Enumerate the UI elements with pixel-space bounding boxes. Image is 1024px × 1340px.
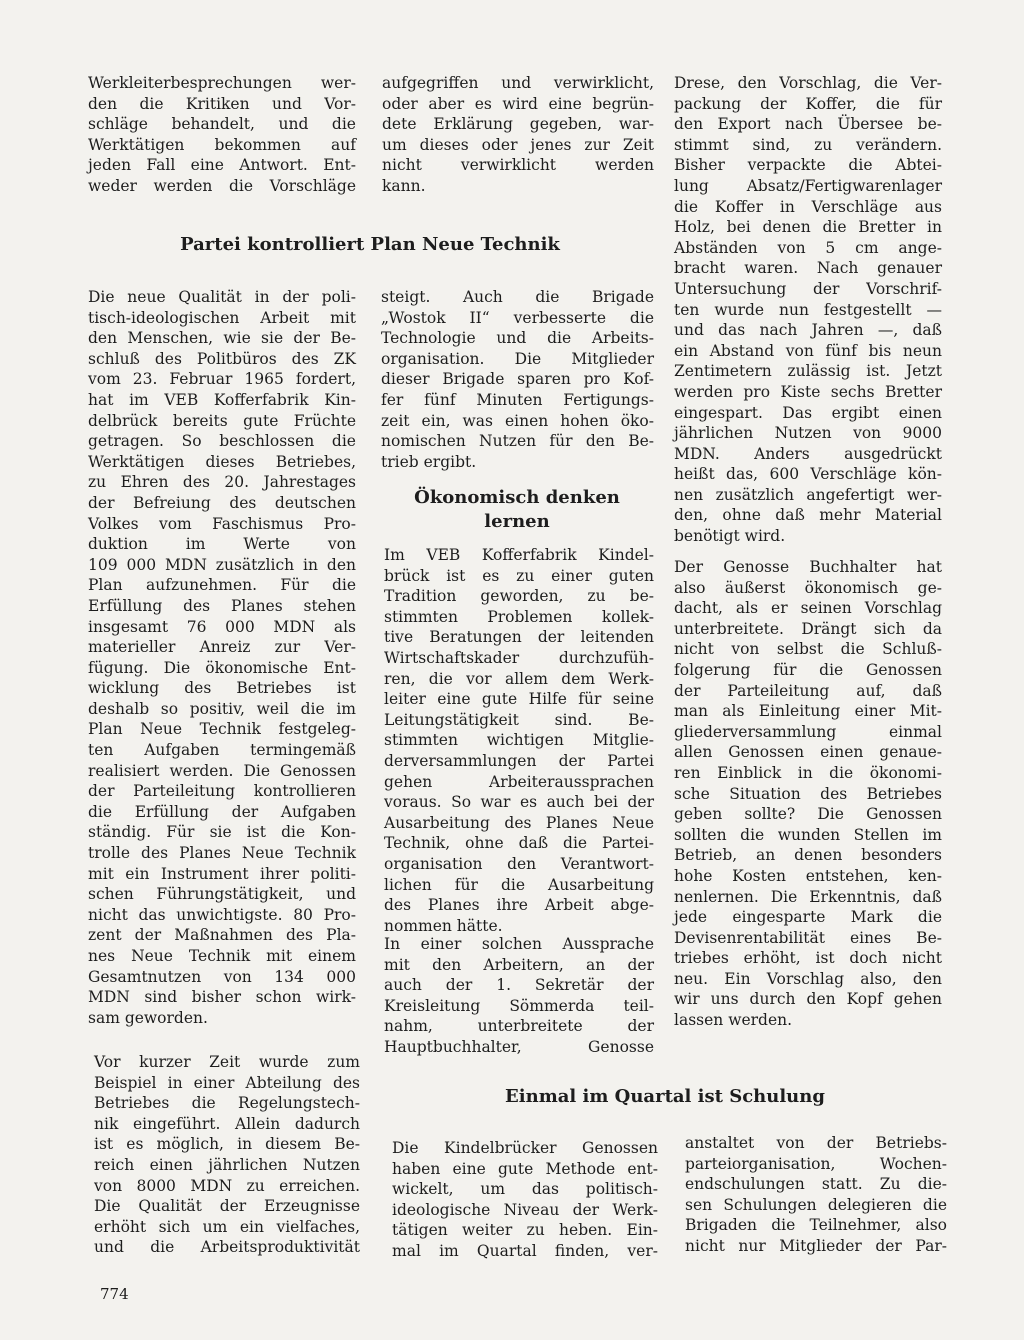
text-line: MDN sind bisher schon wirk- — [88, 988, 356, 1007]
text-line: auch der 1. Sekretär der — [384, 976, 654, 995]
text-line: nik eingeführt. Allein dadurch — [94, 1114, 360, 1133]
page-number: 774 — [100, 1285, 129, 1303]
text-line: sen Schulungen delegieren die — [685, 1195, 947, 1214]
text-line: Brigaden die Teilnehmer, also — [685, 1216, 947, 1235]
text-line: Leitungstätigkeit sind. Be- — [384, 710, 654, 729]
text-line: weder werden die Vorschläge — [88, 176, 356, 195]
text-line: Bisher verpackte die Abtei- — [674, 156, 942, 175]
text-line: Werkleiterbesprechungen wer- — [88, 74, 356, 92]
text-line: mit ein Instrument ihrer politi- — [88, 864, 356, 883]
text-line: unterbreitete. Drängt sich da — [674, 619, 942, 638]
text-line: lung Absatz/Fertigwarenlager — [674, 176, 942, 195]
text-line: Technologie und die Arbeits- — [381, 329, 654, 348]
text-line: jährlichen Nutzen von 9000 — [674, 424, 942, 443]
text-line: den, ohne daß mehr Material — [674, 506, 942, 525]
text-line: Vor kurzer Zeit wurde zum — [94, 1053, 360, 1071]
text-line: 109 000 MDN zusätzlich in den — [88, 555, 356, 574]
text-line: Abständen von 5 cm ange- — [674, 238, 942, 257]
text-line: ein Abstand von fünf bis neun — [674, 341, 942, 360]
text-line: allen Genossen einen genaue- — [674, 743, 942, 762]
text-line: Plan aufzunehmen. Für die — [88, 576, 356, 595]
text-line: organisation den Verantwort- — [384, 854, 654, 873]
text-line: derversammlungen der Partei — [384, 751, 654, 770]
text-line: hohe Kosten entstehen, ken- — [674, 866, 942, 885]
text-line: Erfüllung des Planes stehen — [88, 596, 356, 615]
text-line: den Export nach Übersee be- — [674, 115, 942, 134]
col2-bottom-text — [392, 1138, 658, 1262]
text-line: Die Qualität der Erzeugnisse — [94, 1197, 360, 1216]
text-line: trolle des Planes Neue Technik — [88, 844, 356, 863]
text-line: die Koffer in Verschläge aus — [674, 197, 942, 216]
text-line: eingespart. Das ergibt einen — [674, 403, 942, 422]
text-line: mit den Arbeitern, an der — [384, 955, 654, 974]
text-line: gehen Arbeiteraussprachen — [384, 772, 654, 791]
text-line: heißt das, 600 Verschläge kön- — [674, 465, 942, 484]
text-line: Beispiel in einer Abteilung des — [94, 1073, 360, 1092]
col3-paragraph-2 — [674, 557, 942, 1031]
text-line: tisch-ideologischen Arbeit mit — [88, 308, 356, 327]
text-line: lichen für die Ausarbeitung — [384, 875, 654, 894]
text-line: ideologische Niveau der Werk- — [392, 1200, 658, 1219]
text-line: nicht nur Mitglieder der Par- — [685, 1236, 947, 1255]
text-line: schen Führungstätigkeit, und — [88, 885, 356, 904]
text-line: man als Einleitung einer Mit- — [674, 702, 942, 721]
text-line: nen zusätzlich angefertigt wer- — [674, 485, 942, 504]
text-line: sollten die wunden Stellen im — [674, 825, 942, 844]
text-line: Holz, bei denen die Bretter in — [674, 218, 942, 237]
text-line: realisiert werden. Die Genossen — [88, 761, 356, 780]
text-line: Betriebes die Regelungstech- — [94, 1094, 360, 1113]
text-line: stimmt sind, zu verändern. — [674, 135, 942, 154]
col1-top-text — [88, 73, 356, 197]
text-line: Der Genosse Buchhalter hat — [674, 558, 942, 576]
text-line: nommen hätte. — [384, 916, 503, 935]
text-line: ren, die vor allem dem Werk- — [384, 669, 654, 688]
text-line: jeden Fall eine Antwort. Ent- — [88, 156, 356, 175]
text-line: und das nach Jahren —, daß — [674, 321, 942, 340]
text-line: die Erfüllung der Aufgaben — [88, 802, 356, 821]
text-line: nes Neue Technik mit einem — [88, 947, 356, 965]
text-line: Gesamtnutzen von 134 000 — [88, 967, 356, 986]
heading-partei-kontrolliert: Partei kontrolliert Plan Neue Technik — [180, 234, 560, 255]
text-line: Drese, den Vorschlag, die Ver- — [674, 74, 942, 92]
text-line: Devisenrentabilität eines Be- — [674, 928, 942, 947]
text-line: insgesamt 76 000 MDN als — [88, 617, 356, 636]
text-line: der Parteileitung kontrollieren — [88, 782, 356, 801]
text-line: ren Einblick in die ökonomi- — [674, 763, 942, 782]
text-line: Ausarbeitung des Planes Neue — [384, 813, 654, 832]
text-line: brück ist es zu einer guten — [384, 566, 654, 585]
text-line: parteiorganisation, Wochen- — [685, 1154, 947, 1173]
text-line: lassen werden. — [674, 1011, 793, 1030]
text-line: Tradition geworden, zu be- — [384, 587, 654, 606]
text-line: Kreisleitung Sömmerda teil- — [384, 996, 654, 1015]
text-line: ten wurde nun festgestellt — — [674, 300, 942, 319]
text-line: kann. — [382, 176, 426, 195]
text-line: Betrieb, an denen besonders — [674, 846, 942, 865]
text-line: ten Aufgaben termingemäß — [88, 741, 356, 760]
text-line: organisation. Die Mitglieder — [381, 349, 654, 368]
text-line: reich einen jährlichen Nutzen — [94, 1155, 360, 1174]
text-line: um dieses oder jenes zur Zeit — [382, 135, 654, 154]
text-line: In einer solchen Aussprache — [384, 935, 654, 953]
text-line: hat im VEB Kofferfabrik Kin- — [88, 390, 356, 409]
text-line: gliederversammlung einmal — [674, 722, 942, 741]
text-line: Im VEB Kofferfabrik Kindel- — [384, 546, 654, 564]
text-line: trieb ergibt. — [381, 452, 477, 471]
text-line: tive Beratungen der leitenden — [384, 628, 654, 647]
text-line: wicklung des Betriebes ist — [88, 679, 356, 698]
col1-paragraph-2 — [94, 1052, 360, 1258]
text-line: jede eingesparte Mark die — [674, 908, 942, 927]
col2-paragraph-brigade — [381, 287, 654, 472]
text-line: fer fünf Minuten Fertigungs- — [381, 390, 654, 409]
col3-bottom-text — [685, 1133, 947, 1257]
text-line: zu Ehren des 20. Jahrestages — [88, 473, 356, 492]
text-line: Werktätigen bekommen auf — [88, 135, 356, 154]
text-line: vom 23. Februar 1965 fordert, — [88, 370, 356, 389]
text-line: triebes erhöht, ist doch nicht — [674, 949, 942, 968]
text-line: getragen. So beschlossen die — [88, 432, 356, 451]
text-line: Zentimetern zulässig ist. Jetzt — [674, 362, 942, 381]
text-line: wir uns durch den Kopf gehen — [674, 990, 942, 1009]
text-line: Technik, ohne daß die Partei- — [384, 834, 654, 853]
text-line: erhöht sich um ein vielfaches, — [94, 1217, 360, 1236]
text-line: des Planes ihre Arbeit abge- — [384, 896, 654, 915]
heading-oekonomisch-1: Ökonomisch denken — [414, 487, 620, 508]
text-line: schläge behandelt, und die — [88, 115, 356, 134]
text-line: dieser Brigade sparen pro Kof- — [381, 370, 654, 389]
text-line: ist es möglich, in diesem Be- — [94, 1135, 360, 1154]
text-line: dacht, als er seinen Vorschlag — [674, 599, 942, 618]
text-line: sam geworden. — [88, 1008, 208, 1027]
text-line: den Menschen, wie sie der Be- — [88, 329, 356, 348]
col2-paragraph-tradition — [384, 545, 654, 936]
text-line: Die Kindelbrücker Genossen — [392, 1139, 658, 1157]
col2-paragraph-aussprache — [384, 934, 654, 1058]
text-line: und die Arbeitsproduktivität — [94, 1238, 360, 1257]
col3-paragraph-1 — [674, 73, 942, 547]
text-line: von 8000 MDN zu erreichen. — [94, 1176, 360, 1195]
text-line: MDN. Anders ausgedrückt — [674, 444, 942, 463]
text-line: deshalb so positiv, weil die im — [88, 699, 356, 718]
text-line: leiter eine gute Hilfe für seine — [384, 690, 654, 709]
text-line: tätigen weiter zu heben. Ein- — [392, 1221, 658, 1240]
text-line: Werktätigen dieses Betriebes, — [88, 452, 356, 471]
text-line: Volkes vom Faschismus Pro- — [88, 514, 356, 533]
text-line: ständig. Für sie ist die Kon- — [88, 823, 356, 842]
text-line: duktion im Werte von — [88, 535, 356, 554]
heading-oekonomisch-2: lernen — [484, 511, 550, 532]
text-line: nomischen Nutzen für den Be- — [381, 432, 654, 451]
text-line: steigt. Auch die Brigade — [381, 288, 654, 306]
text-line: der Parteileitung auf, daß — [674, 681, 942, 700]
text-line: der Befreiung des deutschen — [88, 493, 356, 512]
text-line: nahm, unterbreitete der — [384, 1017, 654, 1036]
text-line: nicht das unwichtigste. 80 Pro- — [88, 905, 356, 924]
text-line: anstaltet von der Betriebs- — [685, 1134, 947, 1152]
text-line: „Wostok II“ verbesserte die — [381, 308, 654, 327]
text-line: materieller Anreiz zur Ver- — [88, 638, 356, 657]
text-line: schluß des Politbüros des ZK — [88, 349, 356, 368]
text-line: mal im Quartal finden, ver- — [392, 1241, 658, 1260]
text-line: dete Erklärung gegeben, war- — [382, 115, 654, 134]
text-line: fügung. Die ökonomische Ent- — [88, 658, 356, 677]
text-line: werden pro Kiste sechs Bretter — [674, 382, 942, 401]
text-line: den die Kritiken und Vor- — [88, 94, 356, 113]
text-line: Die neue Qualität in der poli- — [88, 288, 356, 306]
col1-paragraph-1 — [88, 287, 356, 1028]
text-line: stimmten wichtigen Mitglie- — [384, 731, 654, 750]
text-line: wickelt, um das politisch- — [392, 1180, 658, 1199]
text-line: zeit ein, was einen hohen öko- — [381, 411, 654, 430]
text-line: endschulungen statt. Zu die- — [685, 1175, 947, 1194]
text-line: geben sollte? Die Genossen — [674, 805, 942, 824]
text-line: bracht waren. Nach genauer — [674, 259, 942, 278]
text-line: nicht verwirklicht werden — [382, 156, 654, 175]
text-line: haben eine gute Methode ent- — [392, 1159, 658, 1178]
text-line: neu. Ein Vorschlag also, den — [674, 969, 942, 988]
text-line: stimmten Problemen kollek- — [384, 607, 654, 626]
text-line: Hauptbuchhalter, Genosse — [384, 1037, 654, 1056]
text-line: oder aber es wird eine begrün- — [382, 94, 654, 113]
text-line: sche Situation des Betriebes — [674, 784, 942, 803]
text-line: benötigt wird. — [674, 527, 786, 546]
text-line: packung der Koffer, die für — [674, 94, 942, 113]
text-line: also äußerst ökonomisch ge- — [674, 578, 942, 597]
text-line: aufgegriffen und verwirklicht, — [382, 74, 654, 92]
heading-einmal-im-quartal: Einmal im Quartal ist Schulung — [505, 1086, 825, 1107]
text-line: Wirtschaftskader durchzufüh- — [384, 648, 654, 667]
text-line: nenlernen. Die Erkenntnis, daß — [674, 887, 942, 906]
text-line: voraus. So war es auch bei der — [384, 793, 654, 812]
text-line: folgerung für die Genossen — [674, 660, 942, 679]
text-line: Untersuchung der Vorschrif- — [674, 279, 942, 298]
text-line: zent der Maßnahmen des Pla- — [88, 926, 356, 945]
text-line: Plan Neue Technik festgeleg- — [88, 720, 356, 739]
text-line: nicht von selbst die Schluß- — [674, 640, 942, 659]
text-line: delbrück bereits gute Früchte — [88, 411, 356, 430]
col2-top-text — [382, 73, 654, 197]
